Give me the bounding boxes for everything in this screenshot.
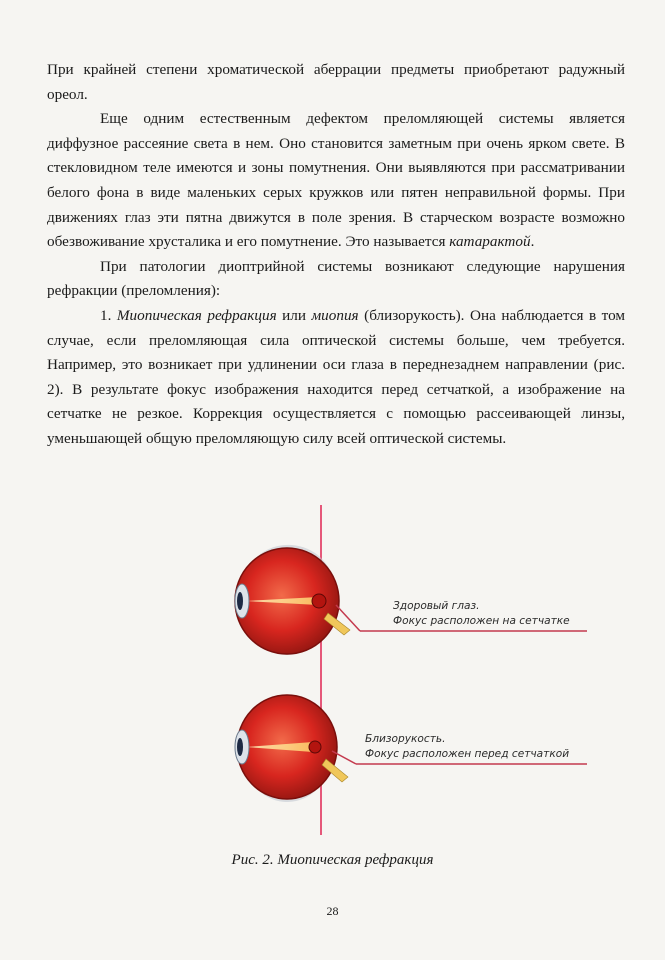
healthy-eye-label [393,599,570,629]
term-myopia: миопия [311,306,359,324]
list-number: 1. [100,306,117,324]
myopia-label [365,732,569,762]
paragraph-chromatic-aberration: При крайней степени хроматической аберрации предметы приобретают радужный ореол. [47,61,625,103]
punctuation: . [530,233,535,251]
paragraph-diffuse-scattering [47,107,625,255]
body-text [47,58,625,452]
term-cataract: катарактой [449,233,531,251]
paragraph-text: (близорукость). Она наблюдается в том случае, если преломляющая сила оптической системы больше, чем требуется. Например, это возникает при удлинении оси глаза в переднезаднем направлении (рис. 2). В результате фокус изображения находится перед сетчаткой, а изображение на сетчатке не резкое. Коррекция осуществляется с помощью рассеивающей линзы, уменьшающей общую преломляющую силу всей оптической системы. [47,306,625,447]
healthy-eye-description: Фокус расположен на сетчатке [393,615,570,627]
paragraph-refraction-disorders: При патологии диоптрийной системы возникают следующие нарушения рефракции (преломления): [47,257,625,300]
healthy-eye [235,545,350,655]
figure-caption: Рис. 2. Миопическая рефракция [231,852,434,868]
myopia-title: Близорукость. [365,733,446,745]
healthy-eye-title: Здоровый глаз. [393,600,480,612]
myopic-eye [235,695,348,802]
figure-myopic-refraction [210,505,610,835]
paragraph-myopia [47,304,625,452]
term-myopic-refraction: Миопическая рефракция [116,306,277,324]
myopia-description: Фокус расположен перед сетчаткой [365,748,570,760]
eye-illustration [210,505,610,835]
paragraph-text: Еще одним естественным дефектом преломляющей системы является диффузное рассеяние света в нем. Оно становится заметным при очень ярком свете. В стекловидном теле имеются и зоны помутнения. Они выявляются при рассматривании белого фона в виде маленьких серых кружков или пятен неправильной формы. При движениях глаз эти пятна движутся в поле зрения. В старческом возрасте возможно обезвоживание хрусталика и его помутнение. Это называется [47,110,625,251]
connector-text: или [276,306,312,324]
page-number: 28 [326,904,339,918]
